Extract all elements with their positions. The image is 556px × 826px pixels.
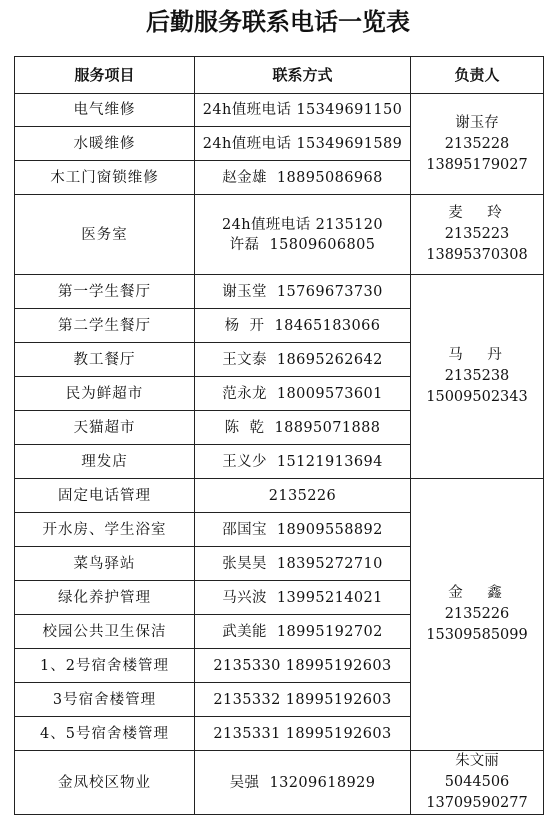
manager-mobile: 13895370308 — [426, 247, 528, 263]
table-row — [15, 479, 544, 513]
service-cell: 水暖维修 — [15, 127, 195, 161]
manager-name: 朱文丽 — [455, 753, 499, 769]
service-cell: 1、2号宿舍楼管理 — [15, 649, 195, 683]
manager-cell — [411, 275, 544, 479]
manager-name: 马 丹 — [448, 347, 512, 363]
service-cell: 第一学生餐厅 — [15, 275, 195, 309]
service-cell: 天猫超市 — [15, 411, 195, 445]
contact-cell — [195, 581, 411, 615]
service-cell: 金凤校区物业 — [15, 751, 195, 815]
service-cell: 菜鸟驿站 — [15, 547, 195, 581]
contact-cell — [195, 377, 411, 411]
contact-line: 范永龙 18009573601 — [222, 385, 383, 402]
contact-line: 2135332 18995192603 — [213, 691, 392, 708]
contact-cell — [195, 683, 411, 717]
manager-name: 麦 玲 — [448, 205, 512, 221]
service-cell: 固定电话管理 — [15, 479, 195, 513]
contact-cell — [195, 479, 411, 513]
contact-line: 许磊 15809606805 — [229, 236, 376, 253]
contact-line: 王文泰 18695262642 — [222, 351, 383, 368]
contact-line: 张昊昊 18395272710 — [222, 555, 383, 572]
contact-cell — [195, 275, 411, 309]
page-title: 后勤服务联系电话一览表 — [146, 8, 410, 36]
contact-line: 谢玉堂 15769673730 — [222, 283, 383, 300]
contact-cell — [195, 717, 411, 751]
manager-cell — [411, 94, 544, 195]
contact-cell — [195, 615, 411, 649]
manager-mobile: 15009502343 — [426, 389, 528, 405]
contact-line: 2135226 — [268, 487, 337, 504]
contact-cell — [195, 161, 411, 195]
contact-cell — [195, 127, 411, 161]
contact-cell — [195, 94, 411, 127]
service-cell: 电气维修 — [15, 94, 195, 127]
header-service: 服务项目 — [15, 57, 195, 94]
table-row — [15, 275, 544, 309]
contact-line: 24h值班电话 15349691150 — [202, 102, 403, 118]
table-body — [15, 94, 544, 815]
service-cell: 开水房、学生浴室 — [15, 513, 195, 547]
manager-mobile: 13895179027 — [426, 156, 528, 173]
contact-cell — [195, 445, 411, 479]
manager-office-phone: 2135228 — [444, 135, 510, 152]
contact-line: 杨 开 18465183066 — [224, 317, 381, 334]
manager-office-phone: 5044506 — [444, 774, 510, 790]
service-cell: 理发店 — [15, 445, 195, 479]
contact-line: 24h值班电话 2135120 — [222, 216, 383, 233]
contact-line: 2135331 18995192603 — [213, 725, 392, 742]
contact-line: 24h值班电话 15349691589 — [202, 135, 403, 152]
manager-mobile: 13709590277 — [426, 795, 528, 811]
contact-cell — [195, 513, 411, 547]
manager-cell — [411, 479, 544, 751]
contact-line: 吴强 13209618929 — [229, 774, 376, 791]
contact-cell — [195, 649, 411, 683]
service-cell: 4、5号宿舍楼管理 — [15, 717, 195, 751]
contact-cell — [195, 343, 411, 377]
contact-cell — [195, 309, 411, 343]
manager-cell — [411, 195, 544, 275]
contact-line: 陈 乾 18895071888 — [224, 419, 381, 436]
contact-line: 邵国宝 18909558892 — [222, 521, 383, 538]
contact-line: 2135330 18995192603 — [213, 657, 392, 674]
table-row — [15, 94, 544, 127]
table-row — [15, 751, 544, 815]
contact-cell — [195, 751, 411, 815]
contact-line: 王义少 15121913694 — [222, 453, 383, 470]
manager-mobile: 15309585099 — [426, 627, 528, 643]
service-cell: 民为鲜超市 — [15, 377, 195, 411]
service-cell: 木工门窗锁维修 — [15, 161, 195, 195]
service-cell: 校园公共卫生保洁 — [15, 615, 195, 649]
manager-cell — [411, 751, 544, 815]
header-contact: 联系方式 — [195, 57, 411, 94]
manager-office-phone: 2135226 — [444, 606, 510, 622]
contact-line: 马兴波 13995214021 — [222, 589, 383, 606]
table-row — [15, 195, 544, 275]
header-manager: 负责人 — [411, 57, 544, 94]
manager-office-phone: 2135238 — [444, 368, 510, 384]
contact-line: 武美能 18995192702 — [222, 623, 383, 640]
service-cell: 医务室 — [15, 195, 195, 275]
service-cell: 绿化养护管理 — [15, 581, 195, 615]
manager-office-phone: 2135223 — [444, 226, 510, 242]
contact-cell — [195, 547, 411, 581]
manager-name: 金 鑫 — [448, 585, 512, 601]
contact-cell — [195, 195, 411, 275]
header-row — [15, 57, 544, 94]
service-cell: 教工餐厅 — [15, 343, 195, 377]
contact-line: 赵金雄 18895086968 — [222, 169, 383, 186]
contacts-table — [14, 56, 544, 815]
manager-name: 谢玉存 — [455, 114, 499, 131]
service-cell: 3号宿舍楼管理 — [15, 683, 195, 717]
contact-cell — [195, 411, 411, 445]
service-cell: 第二学生餐厅 — [15, 309, 195, 343]
